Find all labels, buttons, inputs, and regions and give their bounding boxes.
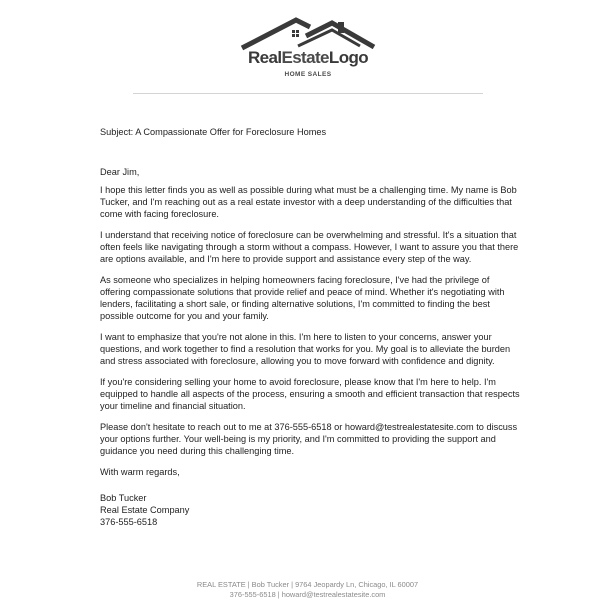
logo-tagline: HOME SALES (284, 71, 332, 78)
footer-contact-line: 376-555-6518 | howard@testrealestatesite.com (229, 590, 386, 599)
signature-phone: 376-555-6518 (100, 517, 158, 527)
letter-paragraph: Please don't hesitate to reach out to me at 376-555-6518 or howard@testrealestatesite.com to discuss your options further. Your well-being is my priority, and I'm committed to providing the support and guidance you need during this challenging time. (100, 422, 518, 456)
logo-word-real: Real (247, 48, 282, 67)
letter-paragraph: I hope this letter finds you as well as possible during what must be a challenging time. My name is Bob Tucker, and I'm reaching out as a real estate investor with a deep understanding of the difficulties that come with facing foreclosure. (100, 185, 517, 219)
letter-body (100, 126, 520, 528)
footer-address-line: REAL ESTATE | Bob Tucker | 9764 Jeopardy Ln, Chicago, IL 60007 (196, 580, 419, 589)
header-divider (133, 93, 483, 94)
letter-salutation: Dear Jim, (100, 167, 140, 177)
letter-paragraph: As someone who specializes in helping homeowners facing foreclosure, I've had the privilege of offering compassionate solutions that provide relief and peace of mind. Whether it's negotiating with lenders, facilitating a short sale, or finding alternative solutions, I'm committed to finding the best possible outcome for you and your family. (100, 275, 505, 321)
letter-paragraph: I understand that receiving notice of foreclosure can be overwhelming and stressful. It's a situation that often feels like navigating through a storm without a compass. However, I want to assure you that there are options available, and I'm here to provide support and assistance every step of the way. (100, 230, 519, 264)
letter-subject: Subject: A Compassionate Offer for Foreclosure Homes (100, 127, 327, 137)
company-logo (236, 16, 380, 86)
letter-paragraph: I want to emphasize that you're not alone in this. I'm here to listen to your concerns, answer your questions, and work together to find a resolution that works for you. My goal is to alleviate the burden and stress associated with foreclosure, allowing you to move forward with confidence and dignity. (100, 332, 511, 366)
letter-closing: With warm regards, (100, 467, 180, 477)
signature-company: Real Estate Company (100, 505, 190, 515)
logo-wordmark (236, 48, 380, 68)
page-footer (0, 580, 615, 600)
letter-paragraph: If you're considering selling your home to avoid foreclosure, please know that I'm here to help. I'm equipped to handle all aspects of the process, ensuring a smooth and efficient transaction that respects your timeline and financial situation. (100, 377, 520, 411)
logo-word-logo: Logo (328, 48, 369, 67)
logo-word-estate: Estate (281, 48, 329, 67)
house-roof-icon (236, 16, 380, 52)
signature-name: Bob Tucker (100, 493, 147, 503)
